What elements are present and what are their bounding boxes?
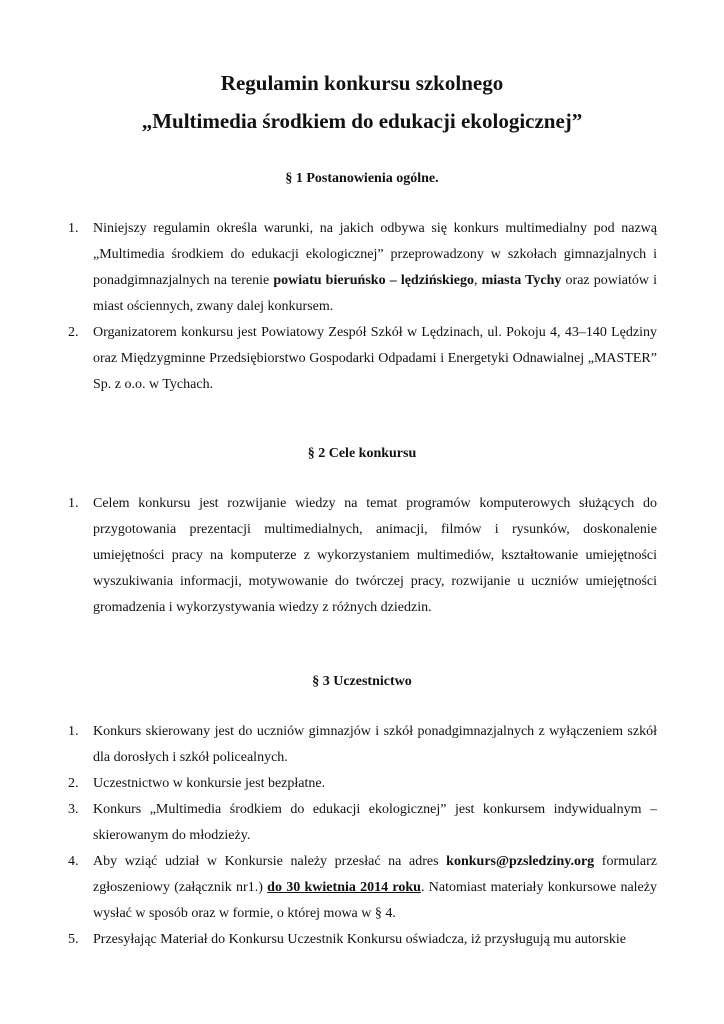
section-1-heading: § 1 Postanowienia ogólne. [285,171,439,186]
list-item [0,849,724,927]
list-number: 1. [68,724,79,739]
list-text: Organizatorem konkursu jest Powiatowy Zespół Szkół w Lędzinach, ul. Pokoju 4, 43–140 Lędziny oraz Międzygminne Przedsiębiorstwo Gospodarki Odpadami i Energetyki Odnawialnej „MASTER” Sp. z o.o. w Tychach. [93,325,657,392]
document-subtitle: „Multimedia środkiem do edukacji ekologicznej” [141,109,583,133]
list-text: Uczestnictwo w konkursie jest bezpłatne. [93,776,326,791]
section-2-heading: § 2 Cele konkursu [307,446,417,461]
list-text: Konkurs „Multimedia środkiem do edukacji ekologicznej” jest konkursem indywidualnym – skierowanym do młodzieży. [93,802,657,843]
document-title: Regulamin konkursu szkolnego [220,71,504,95]
list-text: Konkurs skierowany jest do uczniów gimnazjów i szkół ponadgimnazjalnych z wyłączeniem szkół dla dorosłych i szkół policealnych. [93,724,657,765]
deadline-date: do 30 kwietnia 2014 roku [267,880,421,895]
list-item [0,491,724,621]
list-item [0,216,724,320]
list-number: 3. [68,802,79,817]
highlight-tychy: miasta Tychy [481,273,562,288]
list-text: Niniejszy regulamin określa warunki, na jakich odbywa się konkurs multimedialny pod nazwą „Multimedia środkiem do edukacji ekologicznej” przeprowadzony w szkołach gimnazjalnych i ponadgimnazjalnych na terenie powiatu bieruńsko – lędzińskiego, miasta Tychy oraz powiatów i miast ościennych, zwany dalej konkursem. [93,221,657,314]
list-item [0,719,724,771]
list-number: 4. [68,854,79,869]
section-3-heading: § 3 Uczestnictwo [312,674,412,689]
list-number: 5. [68,932,79,947]
list-item [0,927,724,953]
list-item [0,320,724,398]
section-3-list [0,719,724,953]
list-number: 1. [68,221,79,236]
list-text: Przesyłając Materiał do Konkursu Uczestnik Konkursu oświadcza, iż przysługują mu autorskie [93,932,627,947]
list-item [0,797,724,849]
list-number: 1. [68,496,79,511]
section-2-list [0,491,724,621]
list-number: 2. [68,776,79,791]
highlight-powiat: powiatu bieruńsko – lędzińskiego [273,273,474,288]
list-item [0,771,724,797]
list-text: Celem konkursu jest rozwijanie wiedzy na temat programów komputerowych służących do przygotowania prezentacji multimedialnych, animacji, filmów i rysunków, doskonalenie umiejętności pracy na komputerze z wykorzystaniem multimediów, kształtowanie umiejętności wyszukiwania informacji, motywowanie do twórczej pracy, rozwijanie u uczniów umiejętności gromadzenia i wykorzystywania wiedzy z różnych dziedzin. [93,496,657,615]
list-text: Aby wziąć udział w Konkursie należy przesłać na adres konkurs@pzsledziny.org formularz zgłoszeniowy (załącznik nr1.) do 30 kwietnia 2014 roku. Natomiast materiały konkursowe należy wysłać w sposób oraz w formie, o której mowa w § 4. [93,854,657,921]
list-number: 2. [68,325,79,340]
email-link[interactable]: konkurs@pzsledziny.org [446,854,595,869]
section-1-list [0,216,724,398]
